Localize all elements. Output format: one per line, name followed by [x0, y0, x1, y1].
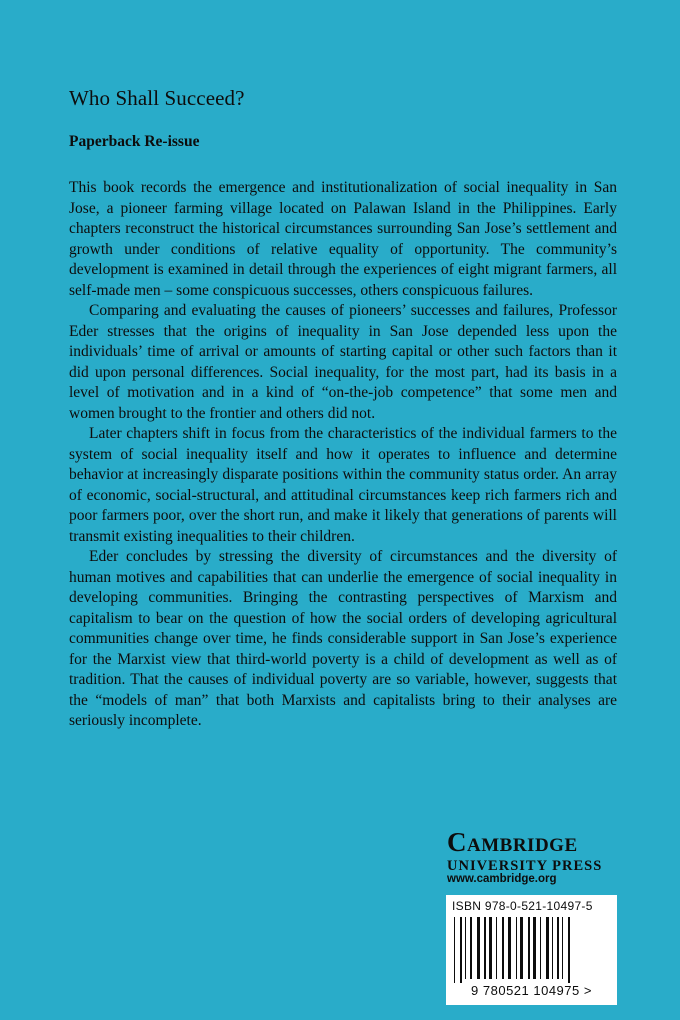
isbn-label: ISBN 978-0-521-10497-5	[452, 899, 593, 913]
barcode-bar	[508, 917, 511, 979]
barcode-bar	[557, 917, 559, 979]
blurb-paragraph-3: Later chapters shift in focus from the characteristics of the individual farmers to the system of social inequality itself and how it operates to influence and determine behavior at increasingly disparate positions within the community status order. An array of economic, social-structural, and attitudinal circumstances keep rich farmers rich and poor farmers poor, over the short run, and make it likely that generations of parents will transmit existing inequalities to their children.	[69, 425, 617, 545]
barcode-bar	[552, 917, 553, 979]
blurb-paragraph-4: Eder concludes by stressing the diversity of circumstances and the diversity of human motives and capabilities that can underlie the emergence of social inequality in developing communities. Bringing the contrasting perspectives of Marxism and capitalism to bear on the question of how the social orders of developing agricultural communities change over time, he finds considerable support in San Jose’s experience for the Marxist view that third-world poverty is a child of development as well as of tradition. That the causes of individual poverty are so variable, however, suggests that the “models of man” that both Marxists and capitalists bring to their analyses are seriously incomplete.	[69, 548, 617, 729]
barcode-bar	[562, 917, 563, 979]
barcode-digits: 9 780521 104975 >	[471, 983, 592, 998]
blurb-paragraph-2: Comparing and evaluating the causes of pioneers’ successes and failures, Professor Eder stresses that the origins of inequality in San Jose depended less upon the individuals’ time of arrival or amounts of starting capital or other such factors than it did upon personal differences. Social inequality, for the most part, had its basis in a level of motivation and in a kind of “on-the-job competence” that some men and women brought to the frontier and others did not.	[69, 302, 617, 422]
barcode-bar	[502, 917, 504, 979]
blurb	[69, 178, 617, 732]
barcode-bar	[489, 917, 492, 979]
barcode-bar	[533, 917, 536, 979]
publisher-name: Cambridge	[447, 827, 578, 857]
barcode-bar	[496, 917, 497, 979]
barcode-bar	[568, 917, 570, 983]
barcode-bar	[484, 917, 486, 979]
barcode-bar	[460, 917, 462, 983]
edition-label: Paperback Re-issue	[69, 133, 200, 150]
barcode-bar	[520, 917, 523, 979]
publisher-subtitle: UNIVERSITY PRESS	[447, 858, 603, 874]
barcode-bar	[528, 917, 530, 979]
publisher-url: www.cambridge.org	[447, 873, 557, 885]
barcode-bar	[516, 917, 517, 979]
barcode-bars	[452, 917, 611, 983]
barcode-bar	[465, 917, 466, 979]
book-title: Who Shall Succeed?	[69, 86, 245, 110]
barcode-bar	[470, 917, 472, 979]
barcode-bar	[546, 917, 549, 979]
publisher-logo	[447, 828, 619, 875]
barcode-bar	[454, 917, 455, 983]
barcode-bar	[477, 917, 480, 979]
isbn-barcode	[446, 895, 617, 1005]
barcode-bar	[540, 917, 541, 979]
blurb-paragraph-1: This book records the emergence and institutionalization of social inequality in San Jose, a pioneer farming village located on Palawan Island in the Philippines. Early chapters reconstruct the historical circumstances surrounding San Jose’s settlement and growth under conditions of relative equality of opportunity. The community’s development is examined in detail through the experiences of eight migrant farmers, all self-made men – some conspicuous successes, others conspicuous failures.	[69, 179, 617, 299]
